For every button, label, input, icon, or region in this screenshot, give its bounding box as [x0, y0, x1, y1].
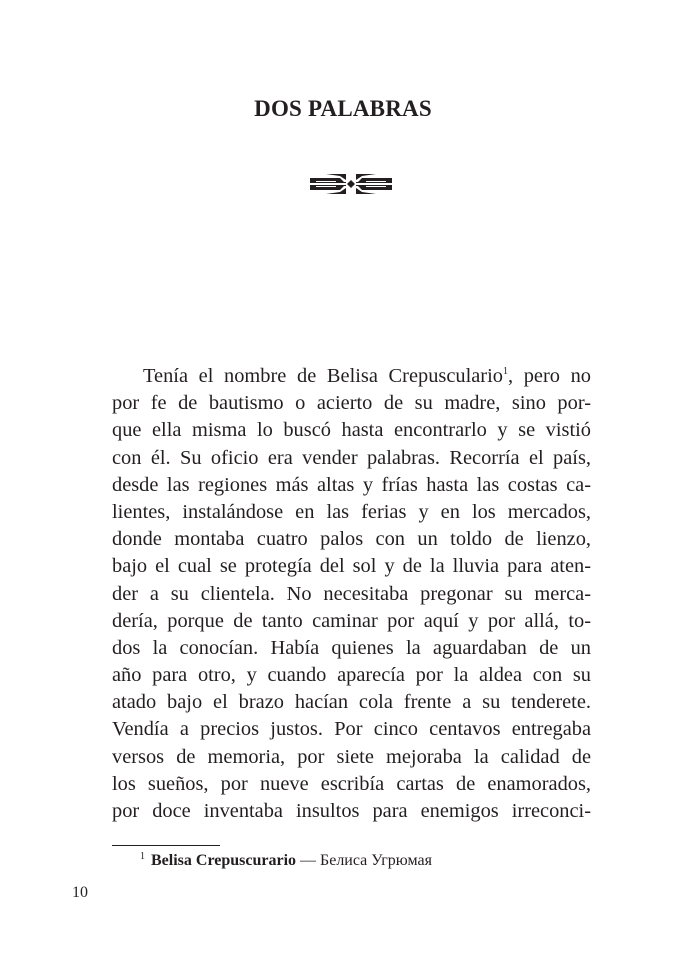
text-line — [112, 363, 591, 390]
text-fragment: , pero no — [507, 365, 591, 387]
text-line: bajo el cual se protegía del sol y de la lluvia para aten- — [112, 555, 591, 578]
body-paragraph — [112, 363, 591, 825]
page-number: 10 — [72, 884, 88, 901]
text-line: atado bajo el brazo hacían cola frente a su tenderete. — [112, 691, 591, 714]
text-line: desde las regiones más altas y frías hasta las costas ca- — [112, 473, 591, 496]
chapter-title: DOS PALABRAS — [254, 96, 432, 121]
text-line: que ella misma lo buscó hasta encontrarlo y se vistió — [112, 419, 591, 442]
text-line: año para otro, y cuando aparecía por la aldea con su — [112, 664, 591, 687]
text-line: los sueños, por nueve escribía cartas de enamorados, — [112, 772, 591, 795]
text-line: con él. Su oficio era vender palabras. Recorría el país, — [112, 446, 591, 469]
footnote-term: Belisa Crepuscurario — [151, 852, 297, 869]
footnote-marker: 1 — [140, 850, 145, 862]
text-line: Vendía a precios justos. Por cinco centavos entregaba — [112, 718, 591, 741]
footnote — [140, 850, 432, 872]
footnote-translation: Белиса Угрюмая — [320, 852, 432, 869]
text-line: dería, porque de tanto caminar por aquí y por allá, to- — [112, 609, 591, 632]
footnote-divider — [112, 845, 220, 846]
fleuron-ornament-icon — [306, 170, 396, 198]
text-fragment: Tenía el nombre de Belisa Crepusculario — [143, 365, 503, 387]
footnote-separator: — — [296, 852, 321, 869]
text-line: der a su clientela. No necesitaba pregonar su merca- — [112, 582, 591, 605]
text-line: versos de memoria, por siete mejoraba la calidad de — [112, 745, 591, 768]
footnote-reference[interactable]: 1 — [502, 366, 508, 378]
text-line: dos la conocían. Había quienes la aguardaban de un — [112, 636, 591, 659]
text-line: por doce inventaba insultos para enemigos irreconci- — [112, 800, 591, 822]
text-line: por fe de bautismo o acierto de su madre, sino por- — [112, 392, 591, 415]
text-line: lientes, instalándose en las ferias y en los mercados, — [112, 500, 591, 523]
text-line: donde montaba cuatro palos con un toldo de lienzo, — [112, 528, 591, 551]
